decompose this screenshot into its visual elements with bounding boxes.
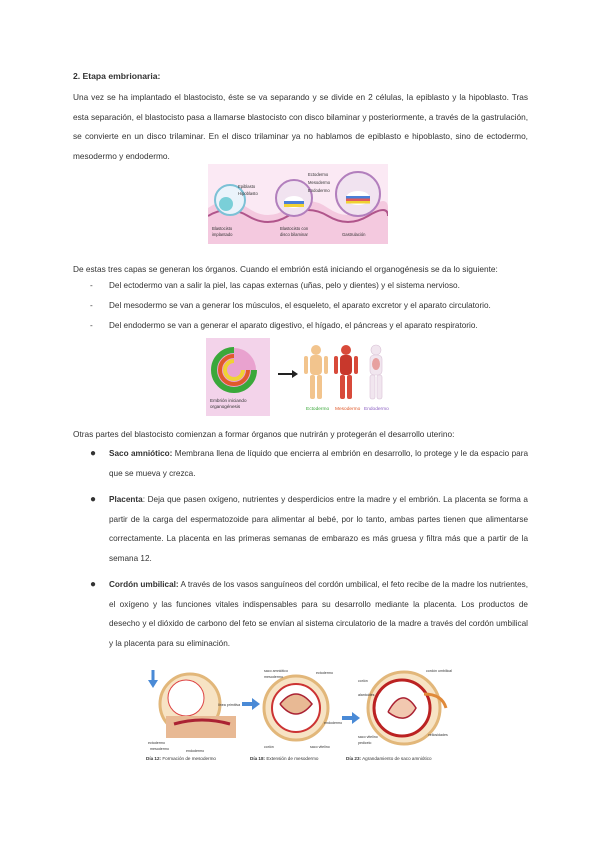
list-item: - Del endodermo se van a generar el aparato digestivo, el hígado, el páncreas y el aparato respiratorio. — [90, 320, 478, 330]
label-mesoderm: Mesodermo — [308, 180, 331, 185]
label-epiblast: Epiblasto — [238, 184, 256, 189]
svg-text:endodermo: endodermo — [186, 749, 205, 753]
caption-embryo-b: organogénesis — [210, 404, 241, 409]
svg-text:saco amniótico: saco amniótico — [264, 669, 288, 673]
caption-day-23: Día 23: Agrandamiento de saco amniótico — [346, 756, 432, 761]
bullet-term: Placenta — [109, 495, 143, 504]
svg-text:saco vitelino: saco vitelino — [358, 735, 378, 739]
svg-text:corión: corión — [358, 679, 368, 683]
list-item: - Del ectodermo van a salir la piel, las capas externas (uñas, pelo y dientes) y el sistema nervioso. — [90, 281, 460, 290]
svg-text:endodermo: endodermo — [324, 721, 343, 725]
label-endoderm: Endodermo — [308, 188, 330, 193]
caption-stage-1a: Blastocisto — [212, 226, 233, 231]
caption-embryo-a: Embrión iniciando — [210, 398, 247, 403]
svg-text:línea primitiva: línea primitiva — [218, 703, 241, 707]
caption-stage-2b: disco bilaminar — [280, 232, 308, 237]
label-ectoderm: Ectodermo — [308, 172, 329, 177]
bullet-placenta: ● Placenta: Deja que pasen oxígeno, nutrientes y desperdicios entre la madre y el embrión. La placenta se forma a partir de la carga del espermatozoide para alimentar al bebé, por lo tanto, ambas partes tienen que alimentarse correctamente. La placenta en las primeras semanas de embarazo es más gruesa y filtra más que a partir de la semana 12. — [90, 494, 528, 563]
svg-text:ectodermo: ectodermo — [316, 671, 333, 675]
caption-stage-2a: Blastocisto con — [280, 226, 309, 231]
svg-text:ectodermo: ectodermo — [148, 741, 165, 745]
label-endoderm-2: Endodermo — [364, 407, 389, 412]
bullet-umbilical-cord: ● Cordón umbilical: A través de los vasos sanguíneos del cordón umbilical, el feto recibe de la madre los nutrientes, el oxígeno y las funciones vitales indispensables para su desarrollo mediante la placenta. Los productos de desecho y el dióxido de carbono del feto se envían al sistema circulatorio de la madre a través del cordón umbilical y la placenta para su eliminación. — [90, 579, 528, 648]
svg-text:alantoides: alantoides — [358, 693, 375, 697]
svg-text:pedicelo: pedicelo — [358, 741, 372, 745]
bullet-term: Saco amniótico: — [109, 449, 173, 458]
svg-text:mesodermo: mesodermo — [264, 675, 283, 679]
organogenesis-figure — [206, 338, 396, 416]
label-mesoderm-2: Mesodermo — [335, 407, 361, 412]
caption-stage-3: Gastrulación — [342, 232, 366, 237]
bullet-amniotic-sac: ● Saco amniótico: Membrana llena de líquido que encierra al embrión en desarrollo, lo protege y le da espacio para que se mueva y crezca. — [90, 448, 528, 478]
blastocyst-stages-figure — [208, 164, 388, 244]
section-title: 2. Etapa embrionaria: — [73, 71, 161, 81]
bullet-term: Cordón umbilical: — [109, 580, 179, 589]
germ-layer-list — [73, 276, 528, 335]
svg-text:saco vitelino: saco vitelino — [310, 745, 330, 749]
label-hypoblast: Hipoblasto — [238, 191, 258, 196]
label-ectoderm-2: Ectodermo — [306, 407, 330, 412]
list-item: - Del mesodermo se van a generar los músculos, el esqueleto, el aparato excretor y el aparato circulatorio. — [90, 300, 491, 310]
svg-text:cordón umbilical: cordón umbilical — [426, 669, 452, 673]
caption-day-12: Día 12: Formación de mesodermo — [146, 756, 216, 761]
amniotic-sac-figure — [146, 664, 458, 764]
svg-text:mesodermo: mesodermo — [150, 747, 169, 751]
intro-paragraph: Una vez se ha implantado el blastocisto, éste se va separando y se divide en 2 células, la epiblasto y la hipoblasto. Tras esta separación, el blastocisto pasa a llamarse blastocisto con disco bilaminar y posteriormente, a través de la gastrulación, se convierte en un disco trilaminar. En el disco trilaminar ya no hablamos de epiblasto e hipoblasto, sino de ectodermo, mesodermo y endodermo. — [73, 92, 528, 161]
other-parts-paragraph: Otras partes del blastocisto comienzan a formar órganos que nutrirán y protegerán el desarrollo uterino: — [73, 429, 455, 439]
svg-text:vellosidades: vellosidades — [428, 733, 448, 737]
caption-day-18: Día 18: Extensión de mesodermo — [250, 756, 319, 761]
svg-text:corión: corión — [264, 745, 274, 749]
organogenesis-paragraph: De estas tres capas se generan los órganos. Cuando el embrión está iniciando el organogénesis se da lo siguiente: — [73, 264, 498, 274]
caption-stage-1b: implantado — [212, 232, 233, 237]
